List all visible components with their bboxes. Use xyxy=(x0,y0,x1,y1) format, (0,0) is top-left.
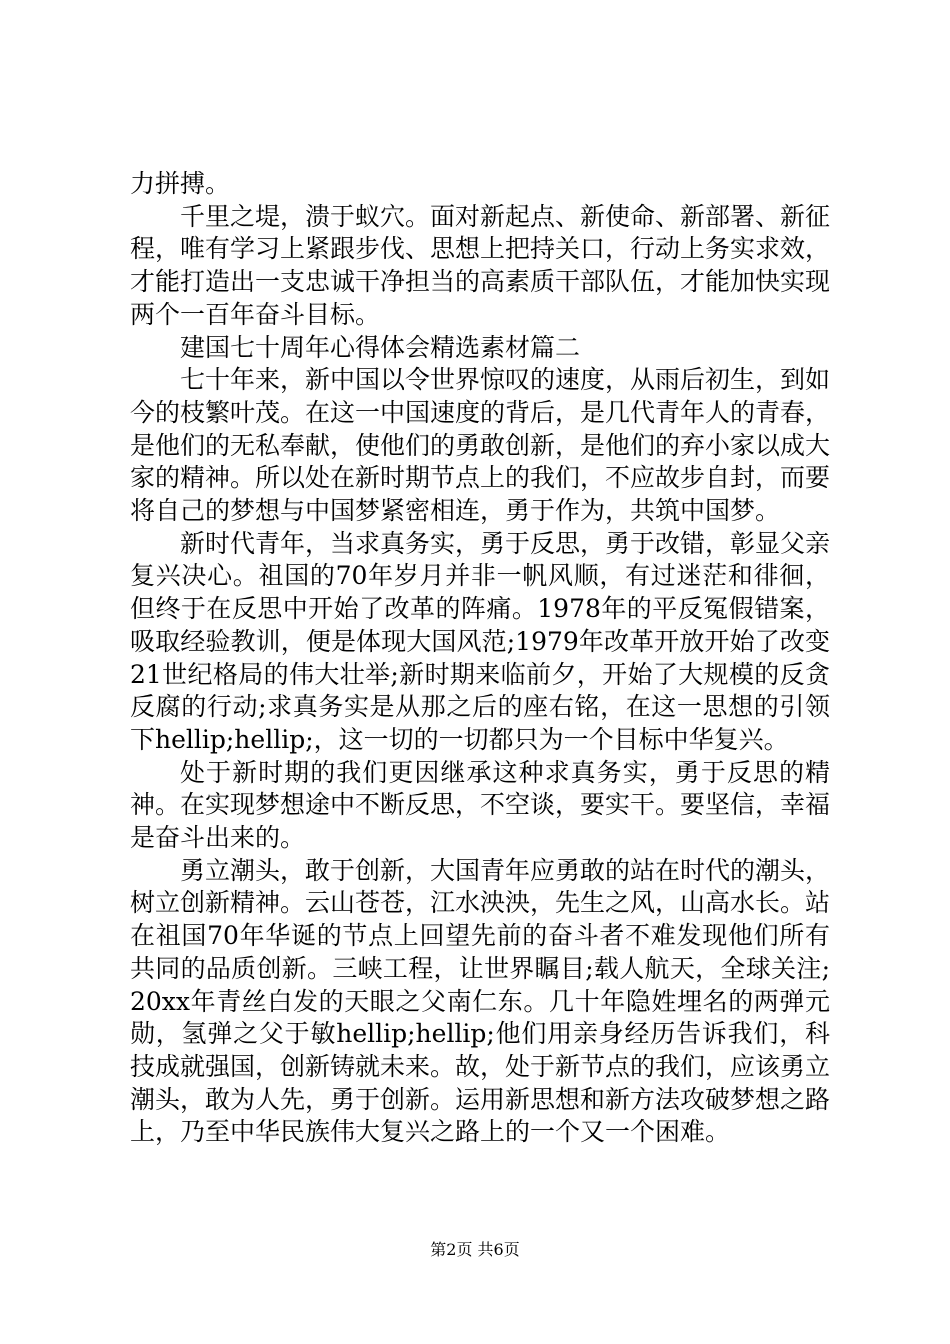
paragraph: 勇立潮头，敢于创新，大国青年应勇敢的站在时代的潮头，树立创新精神。云山苍苍，江水泱泱，先生之风，山高水长。站在祖国70年华诞的节点上回望先前的奋斗者不难发现他们所有共同的品质创新。三峡工程，让世界瞩目;载人航天，全球关注;20xx年青丝白发的天眼之父南仁东。几十年隐姓埋名的两弹元勋，氢弹之父于敏hellip;hellip;他们用亲身经历告诉我们，科技成就强国，创新铸就未来。故，处于新节点的我们，应该勇立潮头，敢为人先，勇于创新。运用新思想和新方法攻破梦想之路上，乃至中华民族伟大复兴之路上的一个又一个困难。 xyxy=(130,855,831,1147)
paragraph: 七十年来，新中国以令世界惊叹的速度，从雨后初生，到如今的枝繁叶茂。在这一中国速度的背后，是几代青年人的青春，是他们的无私奉献，使他们的勇敢创新，是他们的弃小家以成大家的精神。所以处在新时期节点上的我们，不应故步自封，而要将自己的梦想与中国梦紧密相连，勇于作为，共筑中国梦。 xyxy=(130,365,831,526)
paragraph: 新时代青年，当求真务实，勇于反思，勇于改错，彰显父亲复兴决心。祖国的70年岁月并非一帆风顺，有过迷茫和徘徊，但终于在反思中开始了改革的阵痛。1978年的平反冤假错案，吸取经验教训，便是体现大国风范;1979年改革开放开始了改变21世纪格局的伟大壮举;新时期来临前夕，开始了大规模的反贪反腐的行动;求真务实是从那之后的座右铭，在这一思想的引领下hellip;hellip;，这一切的一切都只为一个目标中华复兴。 xyxy=(130,528,831,754)
page-number-footer: 第2页 共6页 xyxy=(430,1240,520,1259)
paragraph-continuation: 力拼搏。 xyxy=(130,169,231,198)
paragraph: 处于新时期的我们更因继承这种求真务实，勇于反思的精神。在实现梦想途中不断反思，不空谈，要实干。要坚信，幸福是奋斗出来的。 xyxy=(130,757,831,853)
paragraph: 千里之堤，溃于蚁穴。面对新起点、新使命、新部署、新征程，唯有学习上紧跟步伐、思想上把持关口，行动上务实求效，才能打造出一支忠诚干净担当的高素质干部队伍，才能加快实现两个一百年奋斗目标。 xyxy=(130,201,831,329)
document-body xyxy=(130,168,830,1149)
section-heading: 建国七十周年心得体会精选素材篇二 xyxy=(180,332,581,362)
